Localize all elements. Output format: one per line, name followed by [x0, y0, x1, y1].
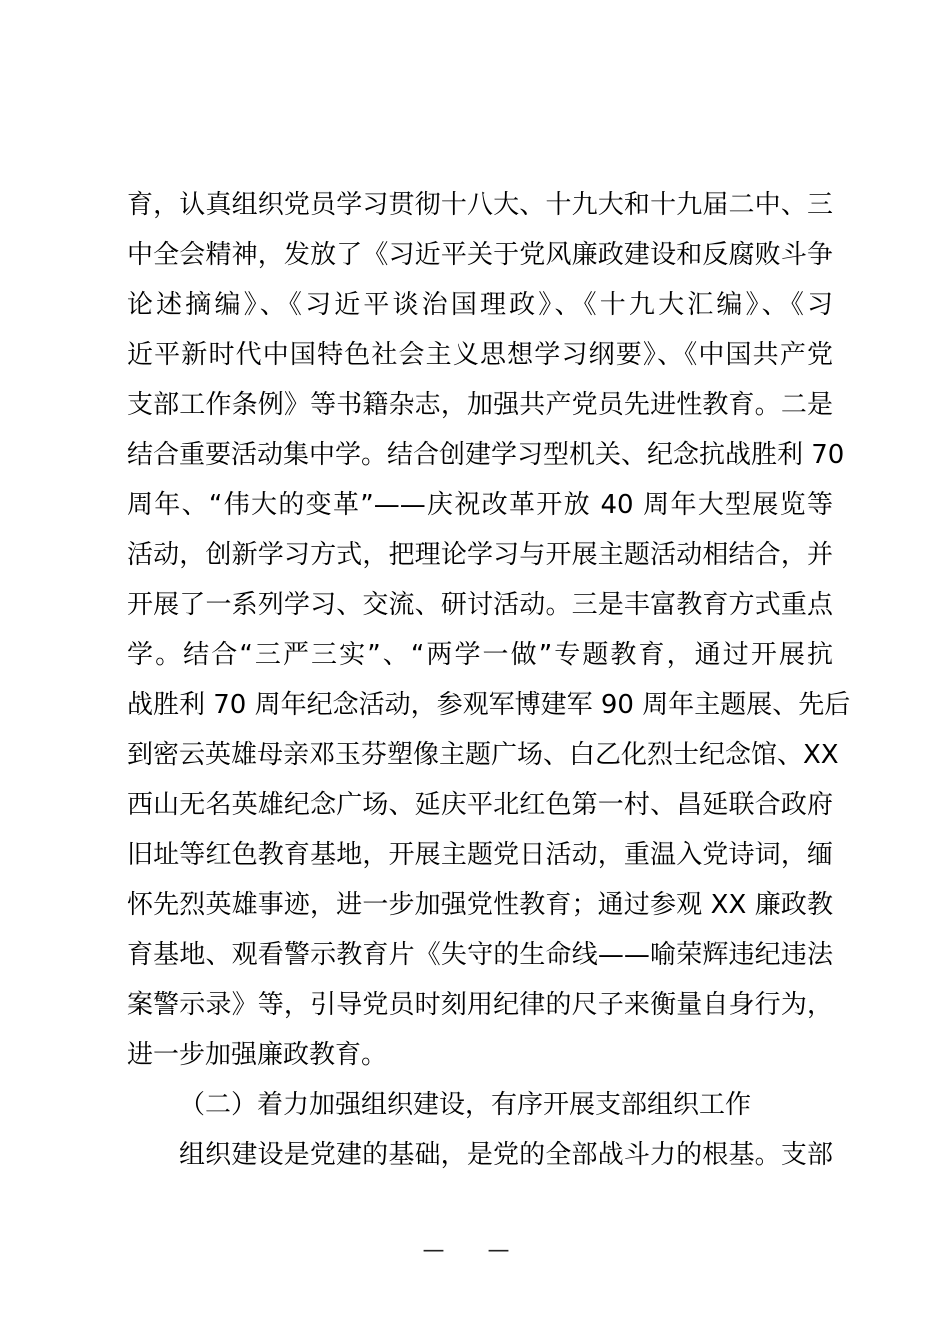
text-line: 周年、“伟大的变革”——庆祝改革开放 40 周年大型展览等	[127, 490, 833, 520]
text-line: 中全会精神，发放了《习近平关于党风廉政建设和反腐败斗争	[127, 240, 833, 270]
paragraph-first-line: 组织建设是党建的基础，是党的全部战斗力的根基。支部	[179, 1140, 833, 1170]
text-line: 育，认真组织党员学习贯彻十八大、十九大和十九届二中、三	[127, 190, 833, 220]
text-line: 怀先烈英雄事迹，进一步加强党性教育；通过参观 XX 廉政教	[127, 890, 833, 920]
text-line: 支部工作条例》等书籍杂志，加强共产党员先进性教育。二是	[127, 390, 833, 420]
text-line: 开展了一系列学习、交流、研讨活动。三是丰富教育方式重点	[127, 590, 833, 620]
paragraph-end-line: 进一步加强廉政教育。	[127, 1040, 388, 1070]
text-line: 论述摘编》、《习近平谈治国理政》、《十九大汇编》、《习	[127, 290, 833, 320]
body-text	[127, 180, 851, 1180]
text-line: 育基地、观看警示教育片《失守的生命线——喻荣辉违纪违法	[127, 940, 833, 970]
text-line: 近平新时代中国特色社会主义思想学习纲要》、《中国共产党	[127, 340, 833, 370]
text-line: 案警示录》等，引导党员时刻用纪律的尺子来衡量自身行为，	[127, 990, 833, 1020]
page-number-marker: — —	[422, 1238, 528, 1263]
text-line: 结合重要活动集中学。结合创建学习型机关、纪念抗战胜利 70	[127, 440, 845, 470]
text-line: 到密云英雄母亲邓玉芬塑像主题广场、白乙化烈士纪念馆、XX	[127, 740, 839, 770]
text-line: 西山无名英雄纪念广场、延庆平北红色第一村、昌延联合政府	[127, 790, 833, 820]
section-heading: （二）着力加强组织建设，有序开展支部组织工作	[179, 1090, 752, 1120]
text-line: 战胜利 70 周年纪念活动，参观军博建军 90 周年主题展、先后	[127, 690, 851, 720]
text-line: 旧址等红色教育基地，开展主题党日活动，重温入党诗词，缅	[127, 840, 833, 870]
text-line: 学。结合“三严三实”、“两学一做”专题教育，通过开展抗	[127, 640, 833, 670]
text-line: 活动，创新学习方式，把理论学习与开展主题活动相结合，并	[127, 540, 833, 570]
